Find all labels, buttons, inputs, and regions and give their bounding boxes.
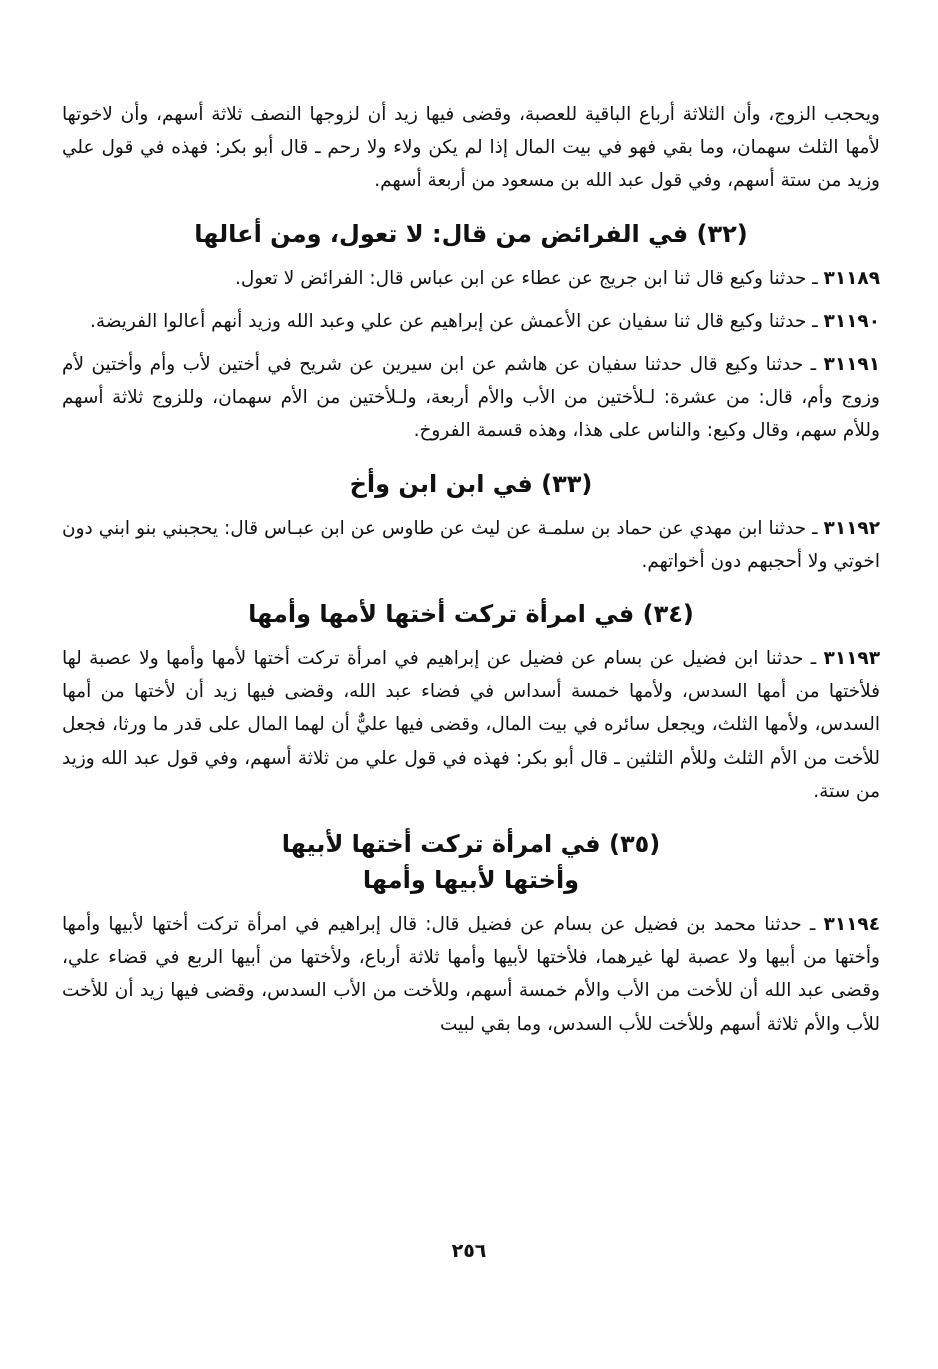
page-body [62, 98, 880, 1041]
entry-number: ٣١١٨٩ [823, 267, 880, 289]
entry-31189 [62, 262, 880, 295]
entry-number: ٣١١٩٠ [823, 310, 880, 332]
entry-text: ـ حدثنا محمد بن فضيل عن بسام عن فضيل قال: قال إبراهيم في امرأة تركت أختها لأبيها وأمها وأختها من أبيها ولا عصبة لها غيرهما، فلأختها لأبيها وأمها ثلاثة أرباع، ولأختها من أبيها الربع في قضاء علي، وقضى عبد الله أن للأخت من الأب والأم خمسة أسهم، وللأخت من الأب السدس، وقضى فيها زيد أن للأخت للأب والأم ثلاثة أسهم وللأخت للأب السدس، وما بقي لبيت [62, 914, 880, 1035]
intro-paragraph: ويحجب الزوج، وأن الثلاثة أرباع الباقية للعصبة، وقضى فيها زيد أن لزوجها النصف ثلاثة أسهم، وأن لاخوتها لأمها الثلث سهمان، وما بقي فهو في بيت المال إذا لم يكن ولاء ولا رحم ـ قال أبو بكر: فهذه في قول علي وزيد من ستة أسهم، وفي قول عبد الله بن مسعود من أربعة أسهم. [62, 104, 880, 192]
entry-text: ـ حدثنا وكيع قال ثنا سفيان عن الأعمش عن إبراهيم عن علي وعبد الله وزيد أنهم أعالوا الفريضة. [89, 310, 818, 332]
entry-number: ٣١١٩٢ [823, 517, 880, 539]
section-heading-33: (٣٣) في ابن ابن وأخ [349, 469, 593, 498]
entry-31192 [62, 512, 880, 578]
entry-31193 [62, 642, 880, 808]
section-heading-35-line2: وأختها لأبيها وأمها [362, 866, 580, 895]
entry-text: ـ حدثنا ابن فضيل عن بسام عن فضيل عن إبراهيم في امرأة تركت أختها لأمها وأمها ولا عصبة لها فلأختها من أمها السدس، ولأمها خمسة أسداس في فضاء عبد الله، وقضى فيها زيد أن لأختها من أمها السدس، ولأمها الثلث، ويجعل سائره في بيت المال، وقضى فيها عليٌّ أن لهما المال على قدر ما ورثا، فجعل للأخت من الأم الثلث وللأم الثلثين ـ قال أبو بكر: فهذه في قول علي من ثلاثة أسهم، وفي قول عبد الله وزيد من ستة. [62, 648, 880, 802]
section-heading-35: (٣٥) في امرأة تركت أختها لأبيها [281, 830, 661, 859]
entry-number: ٣١١٩٣ [823, 648, 880, 670]
entry-text: ـ حدثنا ابن مهدي عن حماد بن سلمـة عن ليث عن طاوس عن ابن عبـاس قال: يحجبني بنو ابني دون اخوتي ولا أحجبهم دون أخواتهم. [62, 517, 880, 572]
entry-31190 [62, 305, 880, 338]
page-number: ٢٥٦ [451, 1240, 487, 1262]
section-heading-32: (٣٢) في الفرائض من قال: لا تعول، ومن أعالها [194, 219, 748, 248]
entry-text: ـ حدثنا وكيع قال حدثنا سفيان عن هاشم عن ابن سيرين عن شريح في أختين لأب وأم وأختين لأم وزوج وأم، قال: من عشرة: لـلأختين من الأب والأم أربعة، ولـلأختين من الأم سهمان، وللزوج ثلاثة أسهم وللأم سهم، وقال وكيع: والناس على هذا، وهذه قسمة الفروخ. [62, 354, 880, 442]
entry-31191 [62, 348, 880, 448]
section-heading-34: (٣٤) في امرأة تركت أختها لأمها وأمها [248, 600, 694, 629]
entry-31194 [62, 908, 880, 1041]
entry-number: ٣١١٩١ [823, 354, 880, 376]
entry-text: ـ حدثنا وكيع قال ثنا ابن جريج عن عطاء عن ابن عباس قال: الفرائض لا تعول. [234, 267, 818, 289]
entry-number: ٣١١٩٤ [823, 914, 880, 936]
